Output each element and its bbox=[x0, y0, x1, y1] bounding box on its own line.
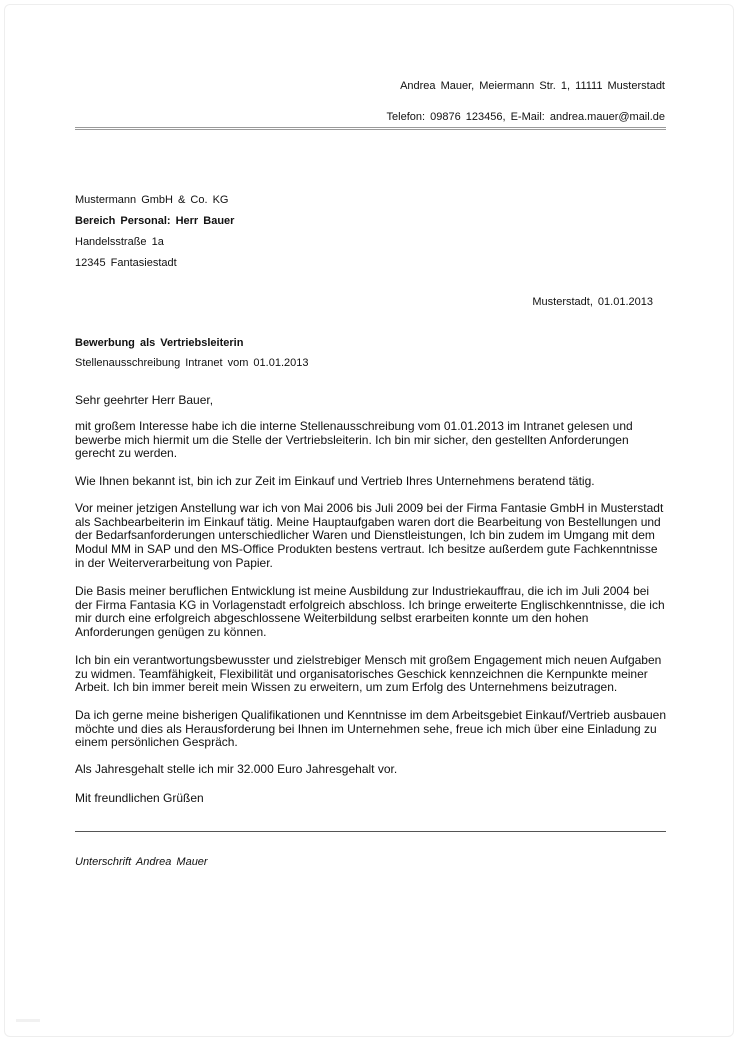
sender-address: Andrea Mauer, Meiermann Str. 1, 11111 Musterstadt bbox=[400, 80, 665, 92]
body-paragraph-3 bbox=[75, 502, 675, 571]
paragraph-text: Wie Ihnen bekannt ist, bin ich zur Zeit im Einkauf und Vertrieb Ihres Unternehmens beratend tätig. bbox=[75, 474, 595, 488]
body-paragraph-1 bbox=[75, 420, 675, 461]
paragraph-text: Als Jahresgehalt stelle ich mir 32.000 Euro Jahresgehalt vor. bbox=[75, 762, 398, 776]
recipient-city: 12345 Fantasiestadt bbox=[75, 257, 177, 269]
signature: Unterschrift Andrea Mauer bbox=[75, 856, 208, 868]
paragraph-text: Vor meiner jetzigen Anstellung war ich von Mai 2006 bis Juli 2009 bei der Firma Fantasie GmbH in Musterstadt als Sachbearbeiterin im Einkauf tätig. Meine Hauptaufgaben waren dort die Bearbeitung von Bestellungen und der Bedarfsanforderungen unterschiedlicher Waren und Dienstleistungen, Ich bin zudem im Umgang mit dem Modul MM in SAP und den MS-Office Produkten bestens vertraut. Ich besitze außerdem gute Fachkenntnisse in der Weiterverarbeitung von Papier. bbox=[75, 501, 664, 570]
paragraph-text: Da ich gerne meine bisherigen Qualifikationen und Kenntnisse im dem Arbeitsgebiet Einkauf/Vertrieb ausbauen möchte und dies als Herausforderung bei Ihnen im Unternehmen sehe, freue ich mich über eine Einladung zu einem persönlichen Gespräch. bbox=[75, 708, 667, 750]
paragraph-text: mit großem Interesse habe ich die interne Stellenausschreibung vom 01.01.2013 im Intranet gelesen und bewerbe mich hiermit um die Stelle der Vertriebsleiterin. Ich bin mir sicher, den gestellten Anforderungen gerecht zu werden. bbox=[75, 419, 633, 461]
body-paragraph-5 bbox=[75, 654, 675, 695]
letter-date: Musterstadt, 01.01.2013 bbox=[532, 296, 653, 308]
body-paragraph-6 bbox=[75, 709, 675, 750]
paragraph-text: Die Basis meiner beruflichen Entwicklung ist meine Ausbildung zur Industriekauffrau, die ich im Juli 2004 bei der Firma Fantasia KG in Vorlagenstadt erfolgreich abschloss. Ich bringe erweiterte Englischkenntnisse, die ich mir durch eine erfolgreich abgeschlossene Weiterbildung selbst erarbeiten konnte um den hohen Anforderungen genügen zu können. bbox=[75, 584, 665, 640]
paragraph-text: Ich bin ein verantwortungsbewusster und zielstrebiger Mensch mit großem Engagement mich neuen Aufgaben zu widmen. Teamfähigkeit, Flexibilität und organisatorisches Geschick kennzeichnen die Kernpunkte meiner Arbeit. Ich bin immer bereit mein Wissen zu erweitern, um zum Erfolg des Unternehmens beizutragen. bbox=[75, 653, 662, 695]
recipient-street: Handelsstraße 1a bbox=[75, 236, 164, 248]
sender-contact: Telefon: 09876 123456, E-Mail: andrea.mauer@mail.de bbox=[386, 111, 665, 123]
salutation: Sehr geehrter Herr Bauer, bbox=[75, 393, 214, 407]
letter-reference: Stellenausschreibung Intranet vom 01.01.2013 bbox=[75, 357, 309, 369]
recipient-department: Bereich Personal: Herr Bauer bbox=[75, 215, 235, 227]
body-paragraph-7 bbox=[75, 763, 675, 777]
signature-line bbox=[75, 831, 666, 832]
recipient-company: Mustermann GmbH & Co. KG bbox=[75, 194, 229, 206]
watermark-mark bbox=[16, 1019, 40, 1022]
header-divider bbox=[75, 127, 666, 130]
body-paragraph-4 bbox=[75, 585, 675, 640]
body-paragraph-2 bbox=[75, 475, 675, 489]
closing: Mit freundlichen Grüßen bbox=[75, 791, 204, 805]
letter-subject: Bewerbung als Vertriebsleiterin bbox=[75, 337, 244, 349]
